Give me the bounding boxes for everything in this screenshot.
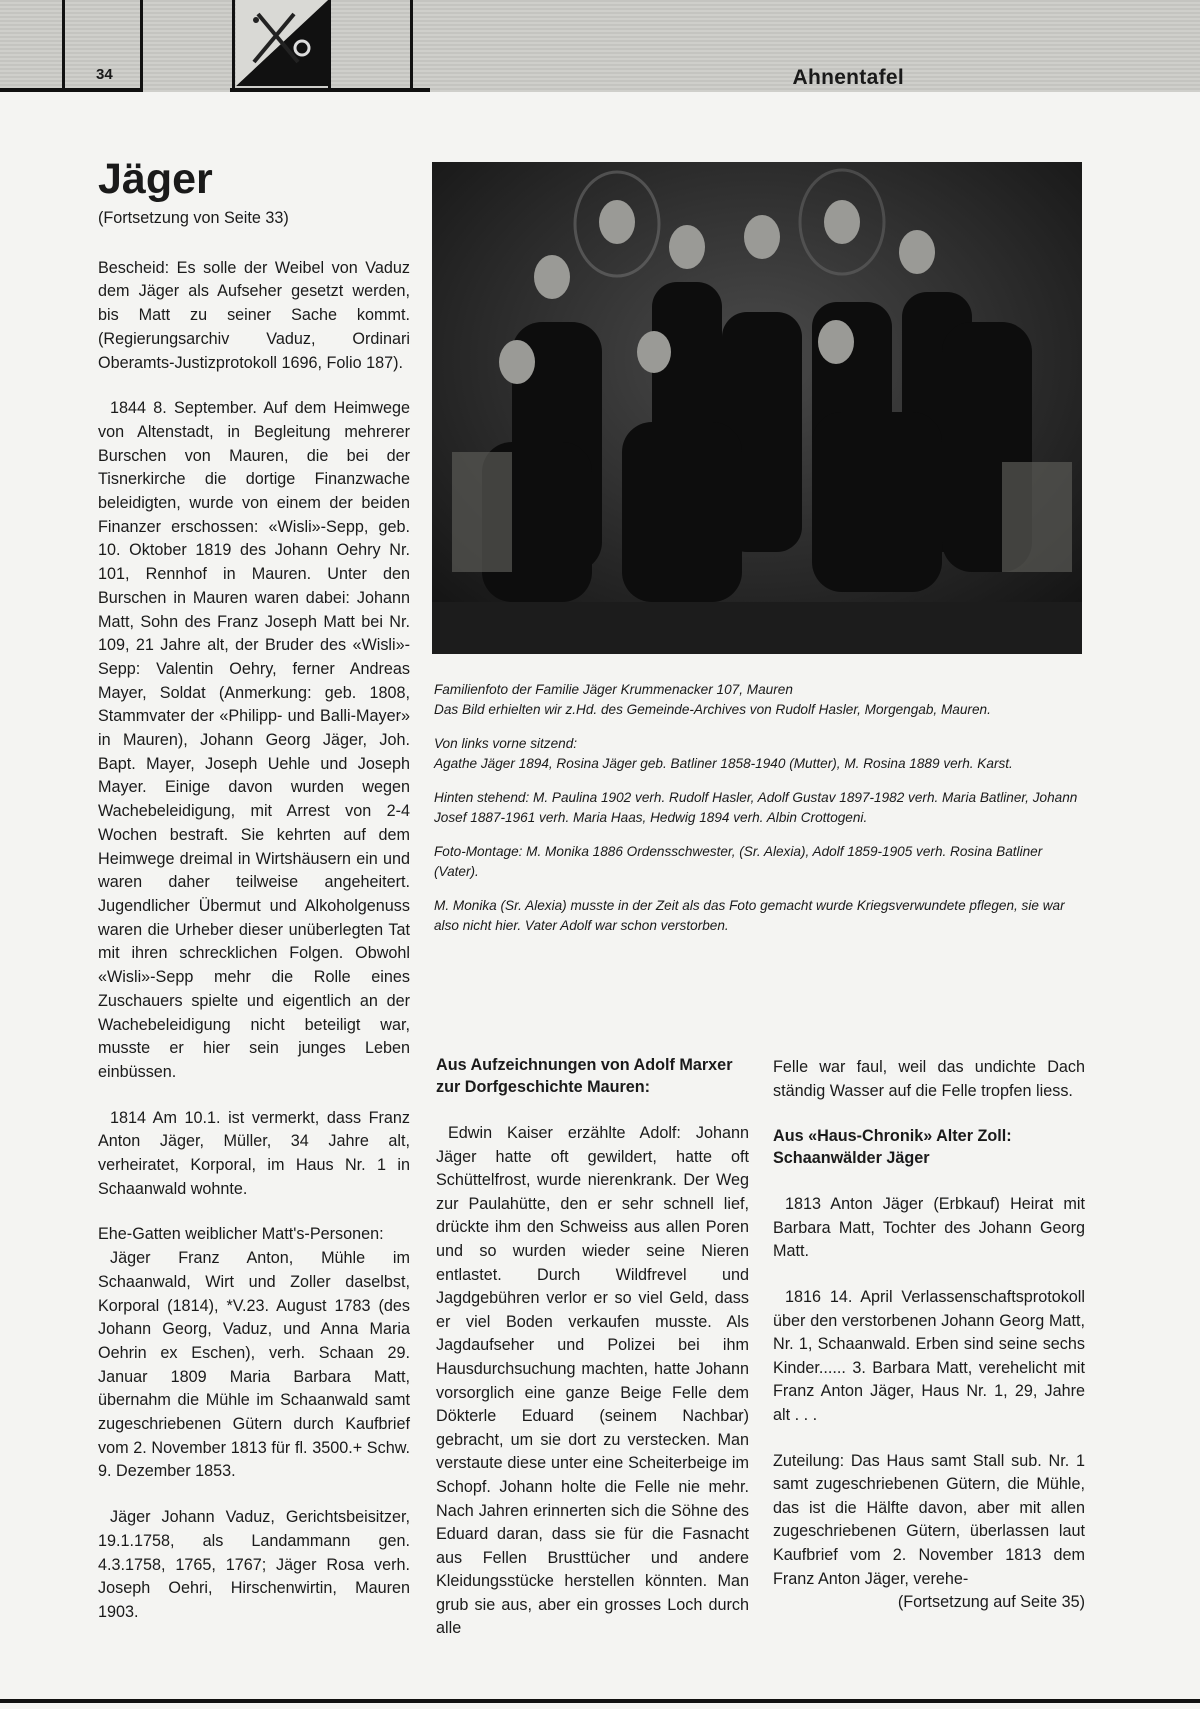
paragraph: 1844 8. September. Auf dem Heimwege von Altenstadt, in Begleitung mehrerer Burschen von Mauren, die bei der Tisnerkirche die dortige Finanzwache beleidigten, wurde von einem der beiden Finanzer erschossen: «Wisli»-Sepp, geb. 10. Oktober 1819 des Johann Oehry Nr. 101, Rennhof in Mauren. Unter den Burschen in Mauren waren dabei: Johann Matt, Sohn des Franz Joseph Matt bei Nr. 109, 21 Jahre alt, der Bruder des «Wisli»-Sepp: Valentin Oehry, ferner Andreas Mayer, Soldat (Anmerkung: geb. 1808, Stammvater der «Philipp- und Balli-Mayer» in Mauren), Johann Georg Jäger, Joh. Bapt. Mayer, Joseph Uehle und Joseph Mayer. Einige davon wurden wegen Wachebeleidigung, mit Arrest von 2-4 Wochen bestraft. Sie kehrten auf dem Heimwege dreimal in Wirtshäusern ein und waren daher teilweise angeheitert. Jugendlicher Übermut und Alkoholgenuss waren die Urheber dieser unüberlegten Tat mit ihren schrecklichen Folgen. Obwohl «Wisli»-Sepp mehr die Rolle eines Zuschauers spielte und eigentlich an der Wachebeleidigung nicht beteiligt war, musste er hier sein junges Leben einbüssen. [98,399,410,1081]
continued-note: (Fortsetzung auf Seite 35) [897,1593,1085,1612]
crossed-tools-emblem-icon [236,0,328,86]
section-title: Ahnentafel [792,66,904,89]
header-bar [328,0,331,92]
caption-line: Familienfoto der Familie Jäger Krummenacker 107, Mauren [434,682,793,697]
paragraph: 1813 Anton Jäger (Erbkauf) Heirat mit Barbara Matt, Tochter des Johann Georg Matt. [773,1195,1085,1261]
paragraph: 1814 Am 10.1. ist vermerkt, dass Franz Anton Jäger, Müller, 34 Jahre alt, verheiratet, Korporal, im Haus Nr. 1 in Schaanwald wohnte. [98,1108,410,1198]
paragraph: 1816 14. April Verlassenschaftsprotokoll über den verstorbenen Johann Georg Matt, Nr. 1, Schaanwald. Erben sind seine sechs Kinder...... 3. Barbara Matt, verehelicht mit Franz Anton Jäger, Haus Nr. 1, 29, Jahre alt . . . [773,1287,1085,1424]
photo-caption [434,680,1084,950]
left-column [98,155,410,1647]
header-rule [0,88,140,92]
caption-line: Das Bild erhielten wir z.Hd. des Gemeinde-Archives von Rudolf Hasler, Morgengab, Mauren. [434,702,991,717]
caption-line: Agathe Jäger 1894, Rosina Jäger geb. Batliner 1858-1940 (Mutter), M. Rosina 1889 verh. Karst. [434,756,1013,771]
right-column [773,1056,1085,1637]
header-strip [0,0,1200,92]
paragraph: Bescheid: Es solle der Weibel von Vaduz dem Jäger als Aufseher gesetzt werden, bis Matt zu seiner Sache kommt. (Regierungsarchiv Vaduz, Ordinari Oberamts-Justizprotokoll 1696, Folio 187). [98,258,410,372]
paragraph-heading: Ehe-Gatten weiblicher Matt's-Personen: [98,1225,384,1244]
family-photo [432,162,1082,654]
caption-line: Foto-Montage: M. Monika 1886 Ordensschwester, (Sr. Alexia), Adolf 1859-1905 verh. Rosina Batliner (Vater). [434,844,1043,879]
middle-column [436,1054,749,1663]
column-heading: Aus Aufzeichnungen von Adolf Marxer zur Dorfgeschichte Mauren: [436,1056,733,1096]
caption-line: Von links vorne sitzend: [434,736,578,751]
header-bar [140,0,143,92]
caption-line: Hinten stehend: M. Paulina 1902 verh. Rudolf Hasler, Adolf Gustav 1897-1982 verh. Maria Batliner, Johann Josef 1887-1961 verh. Maria Haas, Hedwig 1894 verh. Albin Crottogeni. [434,790,1078,825]
paragraph: Felle war faul, weil das undichte Dach ständig Wasser auf die Felle tropfen liess. [773,1058,1085,1100]
bottom-rule [0,1699,1200,1703]
paragraph: Jäger Johann Vaduz, Gerichtsbeisitzer, 19.1.1758, als Landammann gen. 4.3.1758, 1765, 1767; Jäger Rosa verh. Joseph Oehri, Hirschenwirtin, Mauren 1903. [98,1508,410,1621]
header-bar [410,0,413,92]
paragraph: Zuteilung: Das Haus samt Stall sub. Nr. 1 samt zugeschriebenen Gütern, die Mühle, das ist die Hälfte davon, aber mit allen zugeschriebenen Gütern, überlassen laut Kaufbrief vom 2. November 1813 dem Franz Anton Jäger, verehe- [773,1451,1085,1588]
article-title: Jäger [98,155,213,203]
header-rule [230,88,430,92]
page-number: 34 [96,66,113,83]
header-bar [62,0,65,92]
header-bar [232,0,235,92]
paragraph: Edwin Kaiser erzählte Adolf: Johann Jäger hatte oft gewildert, hatte oft Schüttelfrost, wurde nierenkrank. Der Weg zur Paulahütte, den er sehr schnell lief, drückte ihm den Schweiss aus allen Poren und so wurden wieder seine Nieren entlastet. Durch Wildfrevel und Jagdgebühren verlor er so viel Geld, dass er viel Boden verkaufen musste. Als Jagdaufseher und Polizei bei ihm Hausdurchsuchung machten, hatte Johann vorsorglich eine ganze Beige Felle dem Dökterle Eduard (seinem Nachbar) gebracht, um sie dort zu verstecken. Man verstaute diese unter eine Scheiterbeige im Schopf. Johann holte die Felle nie mehr. Nach Jahren erinnerten sich die Söhne des Eduard daran, dass sie für die Fasnacht aus Fellen Brusttücher und andere Kleidungsstücke herstellen könnten. Man grub sie aus, aber ein grosses Loch durch alle [436,1124,749,1638]
column-heading: Aus «Haus-Chronik» Alter Zoll: Schaanwälder Jäger [773,1127,1012,1168]
paragraph: Jäger Franz Anton, Mühle im Schaanwald, Wirt und Zoller daselbst, Korporal (1814), *V.23. August 1783 (des Johann Georg, Vaduz, und Anna Maria Oehrin ex Eschen), verh. Schaan 29. Januar 1809 Maria Barbara Matt, übernahm die Mühle im Schaanwald samt zugeschriebenen Gütern durch Kaufbrief vom 2. November 1813 für fl. 3500.+ Schw. 9. Dezember 1853. [98,1249,410,1481]
caption-line: M. Monika (Sr. Alexia) musste in der Zeit als das Foto gemacht wurde Kriegsverwundete pflegen, sie war also nicht hier. Vater Adolf war schon verstorben. [434,898,1065,933]
article-subtitle: (Fortsetzung von Seite 33) [98,209,289,227]
